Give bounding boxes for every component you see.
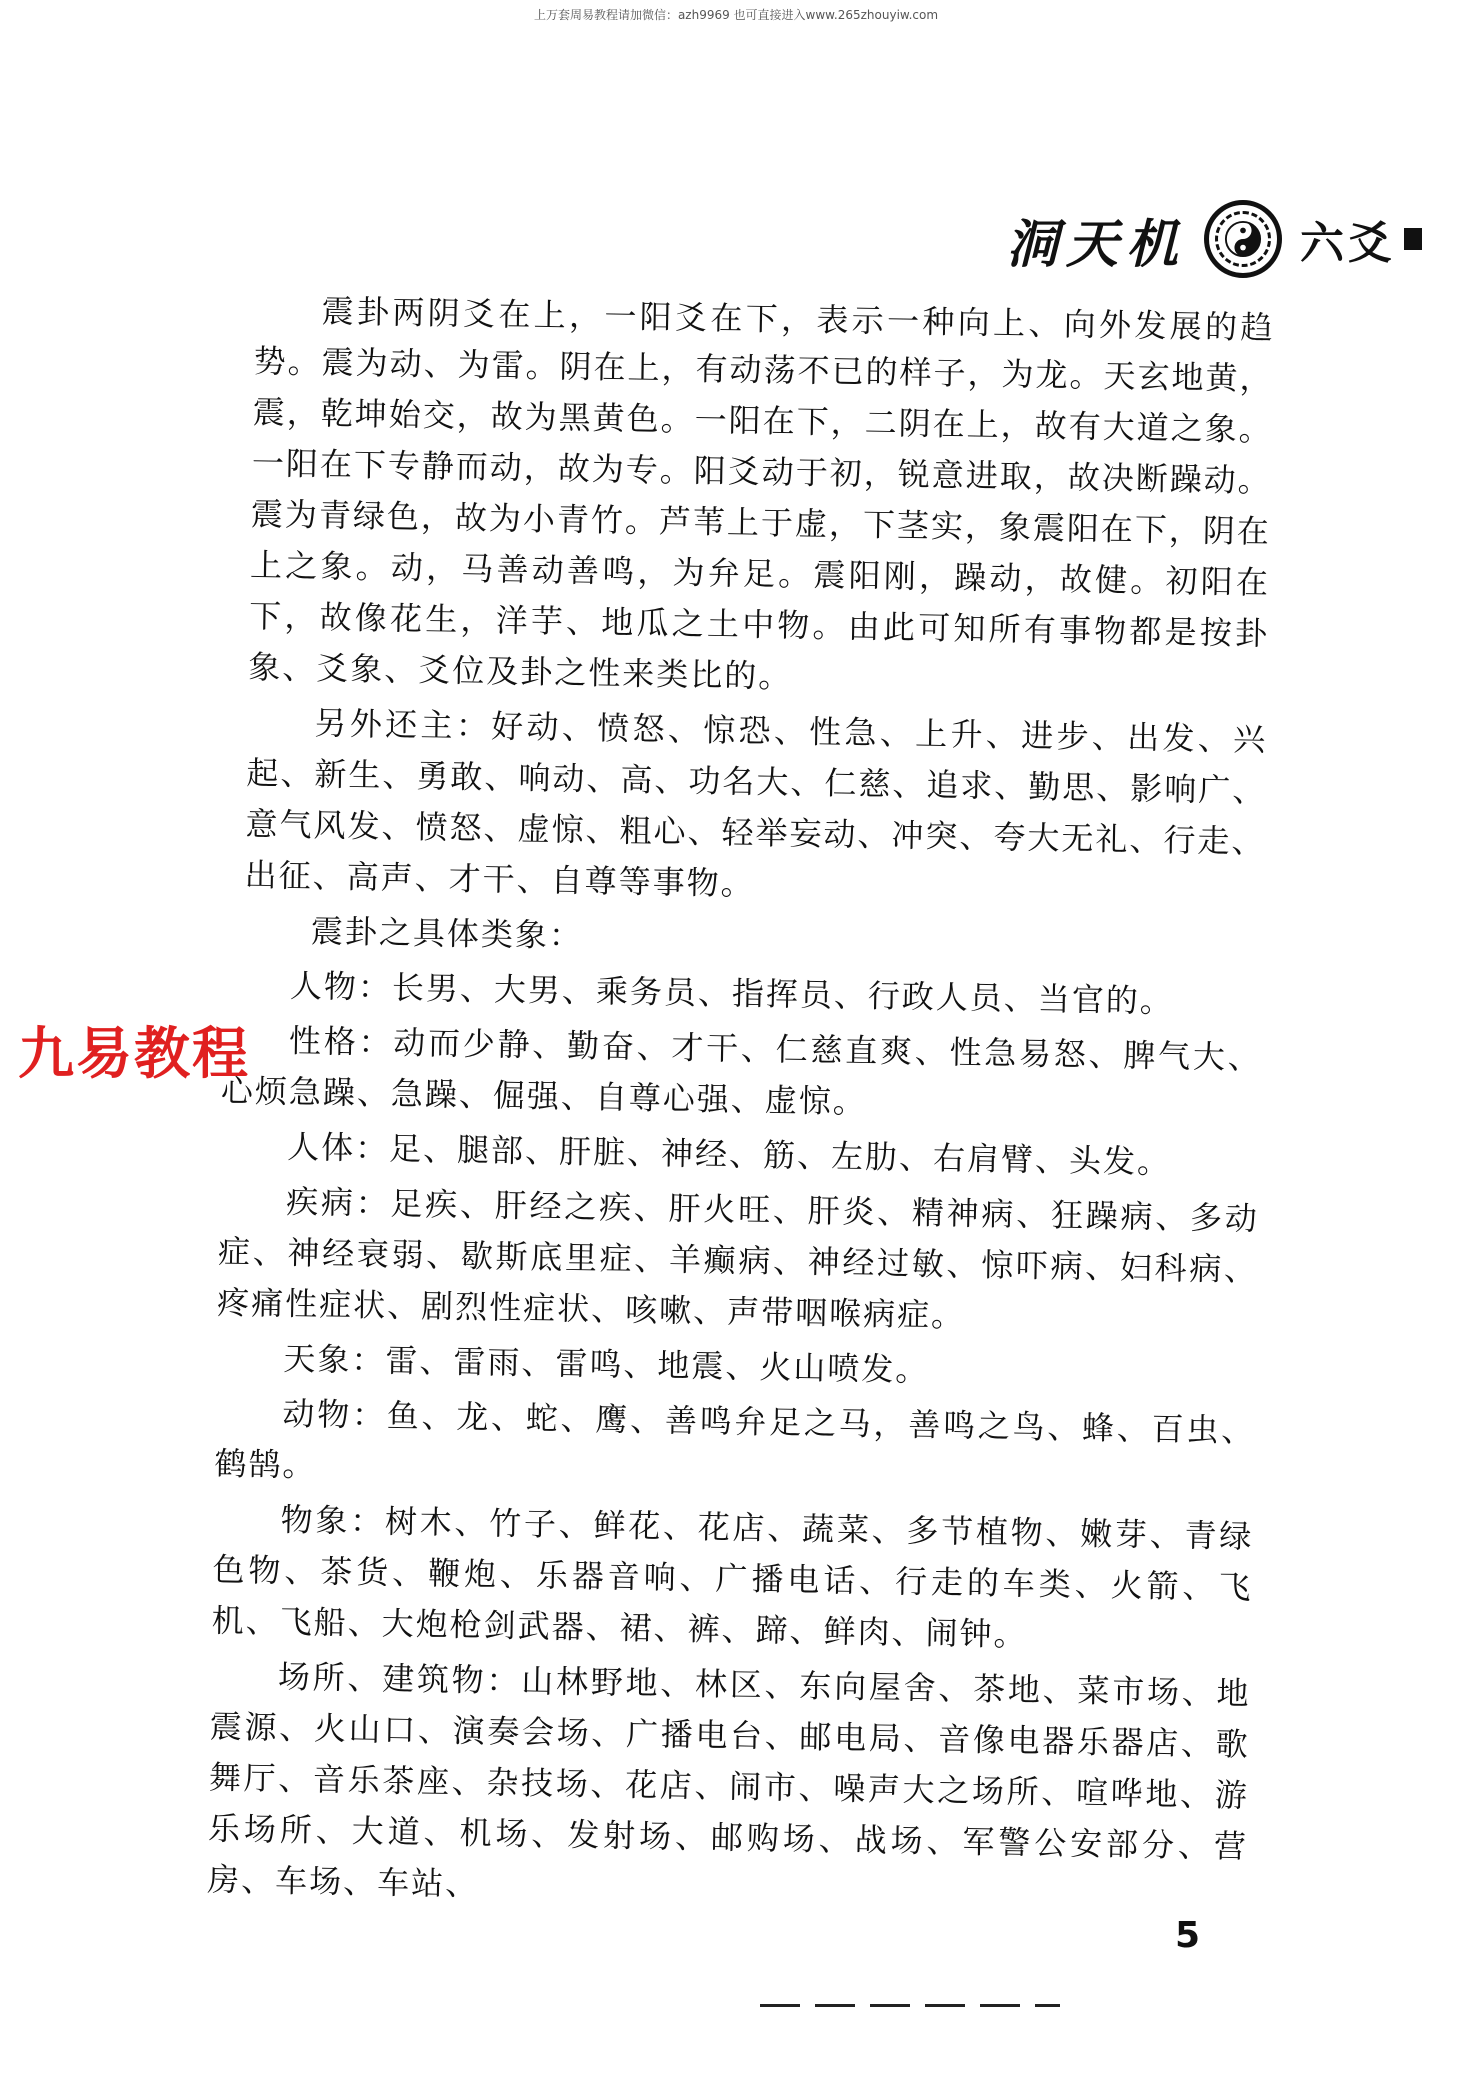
section-title: 六爻 <box>1300 218 1396 269</box>
paragraph-disease: 疾病：足疾、肝经之疾、肝火旺、肝炎、精神病、狂躁病、多动症、神经衰弱、歇斯底里症、羊癫病、神经过敏、惊吓病、妇科病、疼痛性症状、剧烈性症状、咳嗽、声带咽喉病症。 <box>216 1182 1260 1335</box>
paragraph-weather: 天象：雷、雷雨、雷鸣、地震、火山喷发。 <box>283 1339 930 1389</box>
book-title: 洞天机 <box>1005 213 1186 275</box>
paragraph-intro: 震卦两阴爻在上，一阳爻在下，表示一种向上、向外发展的趋势。震为动、为雷。阴在上，有动荡不已的样子，为龙。天玄地黄，震，乾坤始交，故为黑黄色。一阳在下，二阴在上，故有大道之象。一阳在下专静而动，故为专。阳爻动于初，锐意进取，故决断躁动。震为青绿色，故为小青竹。芦苇上于虚，下茎实，象震阳在下，阴在上之象。动，马善动善鸣，为弁足。震阳刚，躁动，故健。初阳在下，故像花生，洋芋、地瓜之土中物。由此可知所有事物都是按卦象、爻象、爻位及卦之性来类比的。 <box>248 292 1275 696</box>
paragraph-objects: 物象：树木、竹子、鲜花、花店、蔬菜、多节植物、嫩芽、青绿色物、茶货、鞭炮、乐器音响、广播电话、行走的车类、火箭、飞机、飞船、大炮枪剑武器、裙、裤、蹄、鲜肉、闹钟。 <box>211 1500 1254 1654</box>
watermark: 九易教程 <box>18 1022 250 1087</box>
paragraph-also: 另外还主：好动、愤怒、惊恐、性急、上升、进步、出发、兴起、新生、勇敢、响动、高、功名大、仁慈、追求、勤思、影响广、意气风发、愤怒、虚惊、粗心、轻举妄动、冲突、夸大无礼、行走、出征、高声、才干、自尊等事物。 <box>244 704 1268 903</box>
top-banner: 上万套周易教程请加微信：azh9969 也可直接进入www.265zhouyiw.com <box>533 8 939 22</box>
paragraph-animals: 动物：鱼、龙、蛇、鹰、善鸣弁足之马，善鸣之鸟、蜂、百虫、鹤鹄。 <box>214 1394 1256 1485</box>
paragraph-character: 性格：动而少静、勤奋、才干、仁慈直爽、性急易怒、脾气大、心烦急躁、急躁、倔强、自尊心强、虚惊。 <box>220 1021 1262 1121</box>
page-header <box>1006 200 1422 278</box>
bagua-yinyang-icon <box>1204 200 1282 278</box>
paragraph-places: 场所、建筑物：山林野地、林区、东向屋舍、茶地、菜市场、地震源、火山口、演奏会场、广播电台、邮电局、音像电器乐器店、歌舞厅、音乐茶座、杂技场、花店、闹市、噪声大之场所、喧哗地、游乐场所、大道、机场、发射场、邮购场、战场、军警公安部分、营房、车场、车站、 <box>206 1657 1251 1904</box>
main-text <box>206 285 1275 1928</box>
yinyang-icon <box>1224 220 1262 258</box>
bottom-rule <box>760 2004 1060 2007</box>
page-number: 5 <box>1175 1915 1201 1956</box>
title-mark <box>1404 228 1422 250</box>
paragraph-heading: 震卦之具体类象： <box>310 912 584 955</box>
paragraph-people: 人物：长男、大男、乘务员、指挥员、行政人员、当官的。 <box>289 966 1175 1021</box>
paragraph-body: 人体：足、腿部、肝脏、神经、筋、左肋、右肩臂、头发。 <box>286 1127 1172 1182</box>
